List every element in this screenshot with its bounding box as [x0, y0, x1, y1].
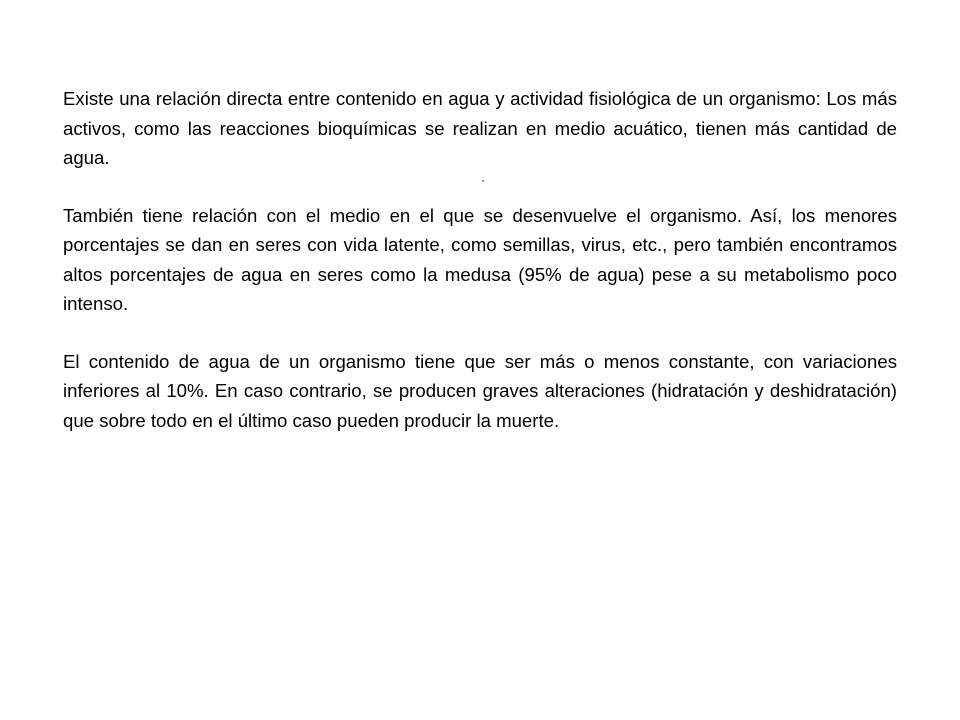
paragraph-constant-content: El contenido de agua de un organismo tiene que ser más o menos constante, con variaciones inferiores al 10%. En caso contrario, se producen graves alteraciones (hidratación y deshidratación) que sobre todo en el último caso pueden producir la muerte.: [63, 350, 897, 431]
paragraph-spacer: [63, 319, 897, 347]
stray-dot-mark: [482, 180, 484, 182]
paragraph-spacer: [63, 173, 897, 201]
text-body: [63, 84, 897, 435]
paragraph-environment: También tiene relación con el medio en el que se desenvuelve el organismo. Así, los menores porcentajes se dan en seres con vida latente, como semillas, virus, etc., pero también encontramos altos porcentajes de agua en seres como la medusa (95% de agua) pese a su metabolismo poco intenso.: [63, 204, 897, 314]
paragraph-water-activity: Existe una relación directa entre contenido en agua y actividad fisiológica de un organismo: Los más activos, como las reacciones bioquímicas se realizan en medio acuático, tienen más cantidad de agua.: [63, 88, 897, 168]
